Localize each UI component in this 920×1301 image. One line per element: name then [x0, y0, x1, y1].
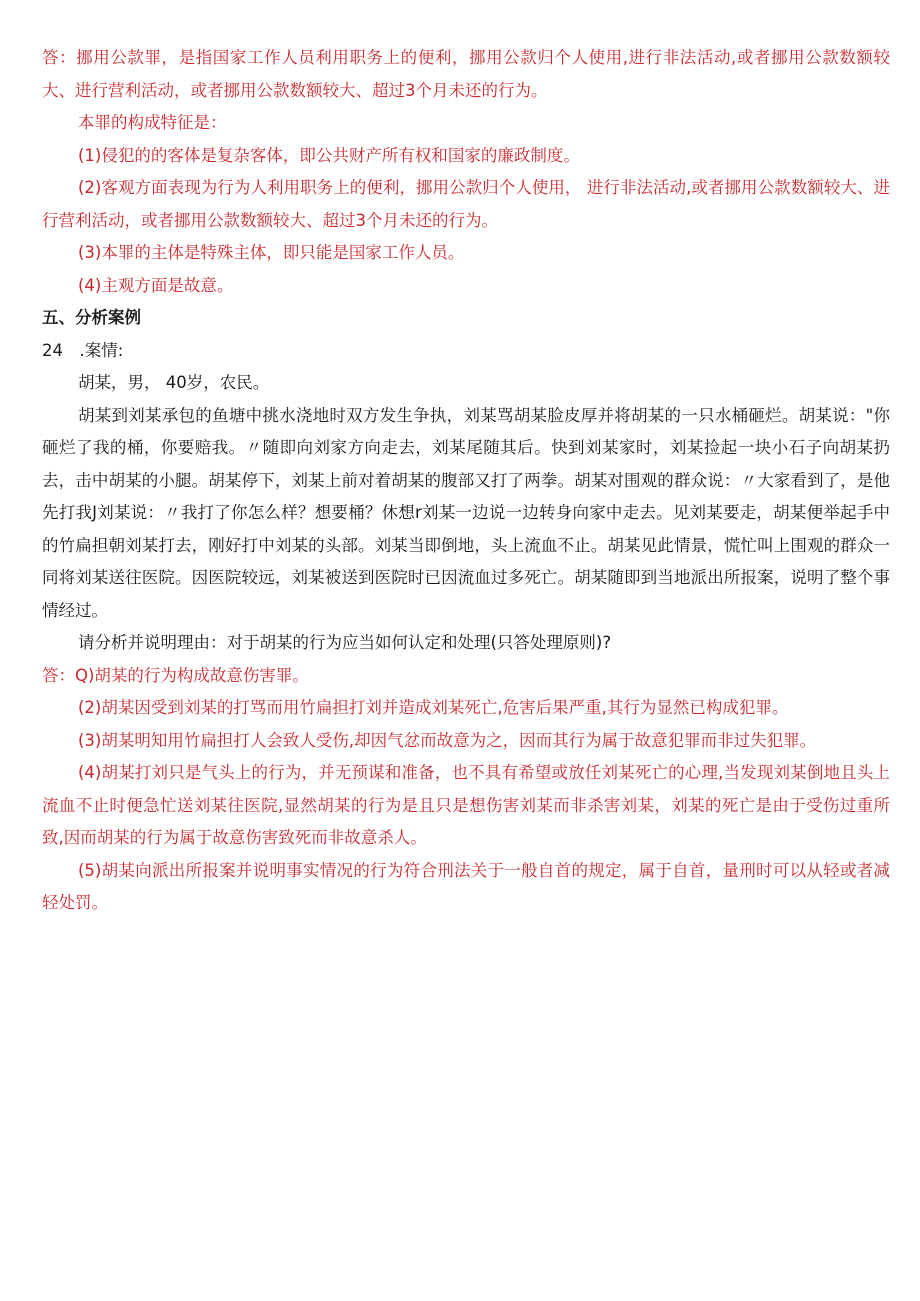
- features-title: 本罪的构成特征是：: [78, 113, 227, 132]
- case-text: 胡某到刘某承包的鱼塘中挑水浇地时双方发生争执，刘某骂胡某脸皮厚并将胡某的一只水桶砸烂。胡某说："你砸烂了我的桶，你要赔我。〃随即向刘家方向走去，刘某尾随其后。快到刘某家时，刘某捡起一块小石子向胡某扔去，击中胡某的小腿。胡某停下，刘某上前对着胡某的腹部又打了两拳。胡某对围观的群众说：〃大家看到了，是他先打我J刘某说：〃我打了你怎么样？想要桶？休想r刘某一边说一边转身向家中走去。见刘某要走，胡某便举起手中的竹扁担朝刘某打去，刚好打中刘某的头部。刘某当即倒地，头上流血不止。胡某见此情景，慌忙叫上围观的群众一同将刘某送往医院。因医院较远，刘某被送到医院时已因流血过多死亡。胡某随即到当地派出所报案，说明了整个事情经过。: [42, 405, 890, 620]
- answer2-item-2: (2)胡某因受到刘某的打骂而用竹扁担打刘并造成刘某死亡,危害后果严重,其行为显然已构成犯罪。: [78, 698, 789, 717]
- answer2-first: 答：Q)胡某的行为构成故意伤害罪。: [42, 665, 309, 685]
- feature-item-3: (3)本罪的主体是特殊主体，即只能是国家工作人员。: [78, 243, 465, 262]
- document-page: [42, 42, 890, 920]
- answer2-item-4: (4)胡某打刘只是气头上的行为，并无预谋和准备，也不具有希望或放任刘某死亡的心理,当发现刘某倒地且头上流血不止时便急忙送刘某往医院,显然胡某的行为是且只是想伤害刘某而非杀害刘某，刘某的死亡是由于受伤过重所致,因而胡某的行为属于故意伤害致死而非故意杀人。: [42, 763, 890, 847]
- question-number: 24 .案情:: [42, 340, 124, 360]
- case-person: 胡某，男， 40岁，农民。: [78, 373, 270, 392]
- answer-intro: 答：挪用公款罪，是指国家工作人员利用职务上的便利，挪用公款归个人使用,进行非法活动,或者挪用公款数额较大、进行营利活动，或者挪用公款数额较大、超过3个月未还的行为。: [42, 48, 890, 100]
- feature-item-4: (4)主观方面是故意。: [78, 275, 234, 295]
- section-heading: 五、分析案例: [42, 308, 141, 327]
- answer2-item-5: (5)胡某向派出所报案并说明事实情况的行为符合刑法关于一般自首的规定，属于自首，量刑时可以从轻或者减轻处罚。: [42, 860, 890, 912]
- feature-item-1: (1)侵犯的的客体是复杂客体，即公共财产所有权和国家的廉政制度。: [78, 145, 580, 165]
- answer2-item-3: (3)胡某明知用竹扁担打人会致人受伤,却因气忿而故意为之，因而其行为属于故意犯罪而非过失犯罪。: [78, 730, 817, 750]
- feature-item-2: (2)客观方面表现为行为人利用职务上的便利，挪用公款归个人使用， 进行非法活动,或者挪用公款数额较大、进行营利活动，或者挪用公款数额较大、超过3个月未还的行为。: [42, 178, 890, 230]
- case-question: 请分析并说明理由：对于胡某的行为应当如何认定和处理(只答处理原则)?: [78, 633, 612, 652]
